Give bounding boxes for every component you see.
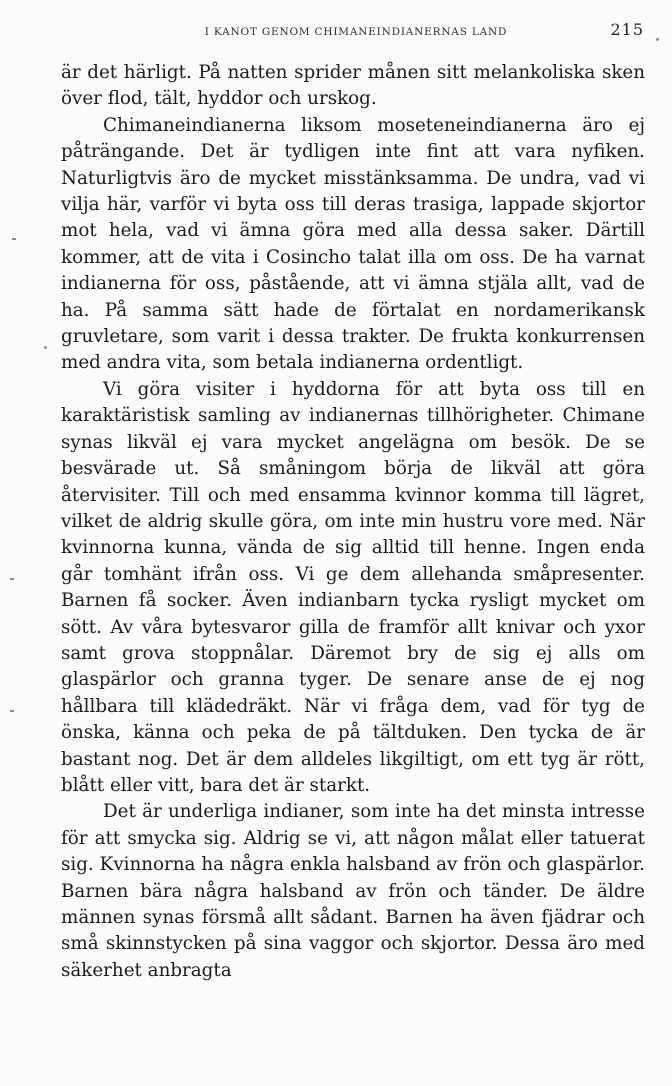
paragraph-3: Vi göra visiter i hyddorna för att byta oss till en karaktäristisk samling av indianernas tillhörigheter. Chimane synas likväl ej vara mycket angelägna om besök. De se besvärade ut. Så småningom börja de likväl att göra återvisiter. Till och med ensamma kvinnor komma till lägret, vilket de aldrig skulle göra, om inte min hustru vore med. När kvinnorna kunna, vända de sig alltid till henne. Ingen enda går tomhänt ifrån oss. Vi ge dem allehanda småpresenter. Barnen få socker. Även indianbarn tycka rysligt mycket om sött. Av våra bytesvaror gilla de framför allt knivar och yxor samt grova stoppnålar. Däremot bry de sig ej alls om glaspärlor och granna tyger. De senare anse de ej nog hållbara till klädedräkt. När vi fråga dem, vad för tyg de önska, känna och peka de på tältduken. Den tycka de är bastant nog. Det är dem alldeles likgiltigt, om ett tyg är rött, blått eller vitt, bara det är starkt. — [61, 378, 645, 796]
page-header — [60, 20, 652, 46]
margin-mark — [44, 346, 47, 349]
paragraph-2: Chimaneindianerna liksom moseteneindianerna äro ej påträngande. Det är tydligen inte fint att vara nyfiken. Naturligtvis äro de mycket misstänksamma. De undra, vad vi vilja här, varför vi byta oss till deras trasiga, lappade skjortor mot hela, vad vi ämna göra med alla dessa saker. Därtill kommer, att de vita i Cosincho talat illa om oss. De ha varnat indianerna för oss, påstående, att vi ämna stjäla allt, vad de ha. På samma sätt hade de förtalat en nordamerikansk gruvletare, som varit i dessa trakter. De frukta konkurrensen med andra vita, som betala indianerna ordentligt. — [61, 114, 645, 374]
margin-mark — [656, 38, 659, 41]
margin-mark — [10, 710, 14, 712]
page-number: 215 — [610, 20, 644, 39]
paragraph-4: Det är underliga indianer, som inte ha det minsta intresse för att smycka sig. Aldrig se vi, att någon målat eller tatuerat sig. Kvinnorna ha några enkla halsband av frön och glaspärlor. Barnen bära några halsband av frön och tänder. De äldre männen synas försmå allt sådant. Barnen ha även fjädrar och små skinnstycken på sina vaggor och skjortor. Dessa äro med säkerhet anbragta — [61, 801, 645, 981]
margin-mark — [12, 238, 16, 240]
margin-mark — [10, 578, 14, 580]
paragraph-1: är det härligt. På natten sprider månen sitt melankoliska sken över flod, tält, hyddor och urskog. — [61, 62, 645, 110]
running-title: I KANOT GENOM CHIMANEINDIANERNAS LAND — [204, 26, 508, 38]
body-text — [61, 60, 645, 984]
